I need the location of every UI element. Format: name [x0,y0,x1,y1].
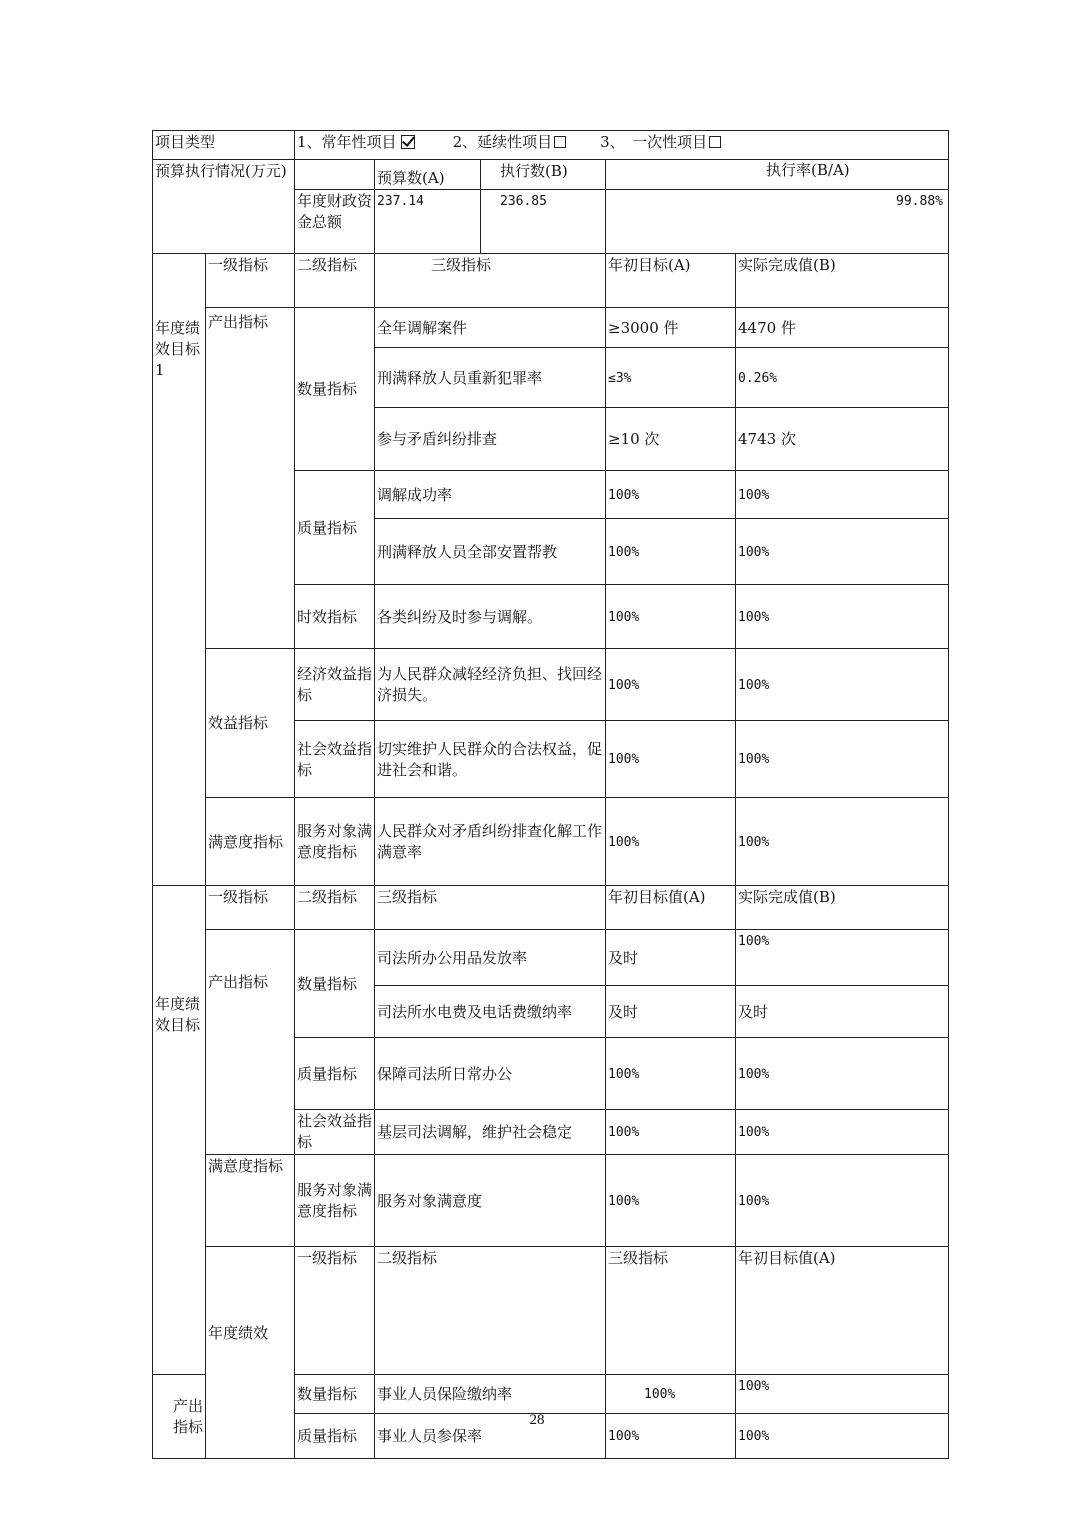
g1-row-target: ≥3000 件 [606,308,736,348]
g1-quality: 质量指标 [295,471,375,585]
option-continuing: 2、延续性项目 [452,133,553,151]
g1-h-l2: 二级指标 [295,254,375,308]
page-number: 28 [529,1412,545,1428]
g3-h-target: 年初目标值(A) [736,1247,949,1375]
g1-row-name: 刑满释放人员全部安置帮教 [375,519,606,585]
g2-row-name: 保障司法所日常办公 [375,1038,606,1110]
g2-row-target: 100% [606,1038,736,1110]
g1-row-actual: 4470 件 [736,308,949,348]
g3-row-name: 事业人员保险缴纳率 [375,1375,606,1414]
g3-quality: 质量指标 [295,1414,375,1459]
g2-row-actual: 100% [736,930,949,986]
g2-h-actual: 实际完成值(B) [736,886,949,930]
option-recurring: 1、常年性项目 [297,133,397,151]
g3-h-l3: 三级指标 [606,1247,736,1375]
g2-row-actual: 100% [736,1038,949,1110]
performance-table [152,130,949,254]
goal2-label [153,886,206,1375]
exec-value-overlay: 236.85 [500,194,547,209]
budget-label: 预算执行情况(万元) [153,160,295,254]
g1-social: 社会效益指标 [295,721,375,798]
g1-h-l3 [375,254,606,308]
g1-econ: 经济效益指标 [295,649,375,721]
g1-row-actual: 100% [736,798,949,886]
g3-row-actual: 100% [736,1375,949,1414]
g2-quality: 质量指标 [295,1038,375,1110]
budget-empty-cell [295,160,375,190]
g2-h-l1: 一级指标 [206,886,295,930]
g1-row-target: ≤3% [606,348,736,408]
g1-h-l3-text: 三级指标 [431,256,492,274]
g3-row-name: 事业人员参保率 [375,1414,606,1459]
g1-row-actual: 100% [736,519,949,585]
g1-row-name: 人民群众对矛盾纠纷排查化解工作满意率 [375,798,606,886]
g3-output: 产出指标 [153,1375,206,1459]
goal1-label [153,254,206,886]
g1-row-name: 刑满释放人员重新犯罪率 [375,348,606,408]
g1-row-actual: 100% [736,649,949,721]
g2-row-target: 及时 [606,930,736,986]
g1-row-name: 切实维护人民群众的合法权益，促进社会和谐。 [375,721,606,798]
g3-quantity: 数量指标 [295,1375,375,1414]
g2-service-sat: 服务对象满意度指标 [295,1155,375,1247]
g3-row-actual: 100% [736,1414,949,1459]
g2-quantity: 数量指标 [295,930,375,1038]
budget-header-text: 预算数(A) [377,169,445,187]
g2-row-actual: 100% [736,1110,949,1155]
rate-value: 99.88% [896,194,943,209]
empty-box-icon [709,136,721,148]
g2-row-actual: 及时 [736,986,949,1038]
budget-header [375,160,606,190]
goal-table [152,253,949,1459]
g1-quantity: 数量指标 [295,308,375,471]
project-type-label: 项目类型 [153,131,295,160]
checked-box-icon [401,135,415,149]
g1-row-target: ≥10 次 [606,408,736,471]
goal3-label-text: 年度绩效 [208,1324,269,1342]
goal2-label-text: 年度绩效目标 [155,995,201,1034]
g2-row-actual: 100% [736,1155,949,1247]
g1-h-actual: 实际完成值(B) [736,254,949,308]
g1-row-actual: 0.26% [736,348,949,408]
exec-rate-header-cell [606,160,949,190]
g1-row-target: 100% [606,471,736,519]
g2-row-target: 100% [606,1155,736,1247]
g2-output: 产出指标 [206,930,295,1155]
g1-row-actual: 100% [736,585,949,649]
option-one-time: 3、 一次性项目 [600,133,708,151]
exec-header-overlay: 执行数(B) [500,162,568,180]
empty-box-icon [554,136,566,148]
g2-row-target: 及时 [606,986,736,1038]
g2-social: 社会效益指标 [295,1110,375,1155]
exec-col-overlay [480,159,481,253]
g1-benefit: 效益指标 [206,649,295,798]
g1-service-sat: 服务对象满意度指标 [295,798,375,886]
g1-row-name: 全年调解案件 [375,308,606,348]
g1-row-target: 100% [606,649,736,721]
g1-row-name: 各类纠纷及时参与调解。 [375,585,606,649]
g1-h-target: 年初目标(A) [606,254,736,308]
budget-value: 237.14 [375,190,606,254]
rate-header: 执行率(B/A) [766,161,850,179]
g2-satisfaction: 满意度指标 [206,1155,295,1247]
g3-row-target-text: 100% [644,1387,676,1402]
g2-h-l3: 三级指标 [375,886,606,930]
g1-timeliness: 时效指标 [295,585,375,649]
g1-row-actual: 4743 次 [736,408,949,471]
fiscal-total-label: 年度财政资金总额 [295,190,375,254]
g3-h-l2: 二级指标 [375,1247,606,1375]
g2-h-target: 年初目标值(A) [606,886,736,930]
g2-row-name: 基层司法调解，维护社会稳定 [375,1110,606,1155]
g1-row-target: 100% [606,721,736,798]
g3-h-l1: 一级指标 [295,1247,375,1375]
goal1-label-text: 年度绩效目标 1 [155,319,201,379]
g1-row-actual: 100% [736,471,949,519]
g1-row-target: 100% [606,519,736,585]
g3-row-target [606,1375,736,1414]
g1-h-l1: 一级指标 [206,254,295,308]
g1-output: 产出指标 [206,308,295,649]
g2-row-name: 司法所办公用品发放率 [375,930,606,986]
g1-row-target: 100% [606,585,736,649]
g3-row-target: 100% [606,1414,736,1459]
g2-row-name: 司法所水电费及电话费缴纳率 [375,986,606,1038]
rate-value-cell [606,190,949,254]
g1-row-name: 为人民群众减轻经济负担、找回经济损失。 [375,649,606,721]
g1-row-target: 100% [606,798,736,886]
g1-row-name: 参与矛盾纠纷排查 [375,408,606,471]
g2-h-l2: 二级指标 [295,886,375,930]
g1-satisfaction: 满意度指标 [206,798,295,886]
g2-row-name: 服务对象满意度 [375,1155,606,1247]
g1-row-name: 调解成功率 [375,471,606,519]
g2-row-target: 100% [606,1110,736,1155]
g1-row-actual: 100% [736,721,949,798]
project-type-options [295,131,949,160]
